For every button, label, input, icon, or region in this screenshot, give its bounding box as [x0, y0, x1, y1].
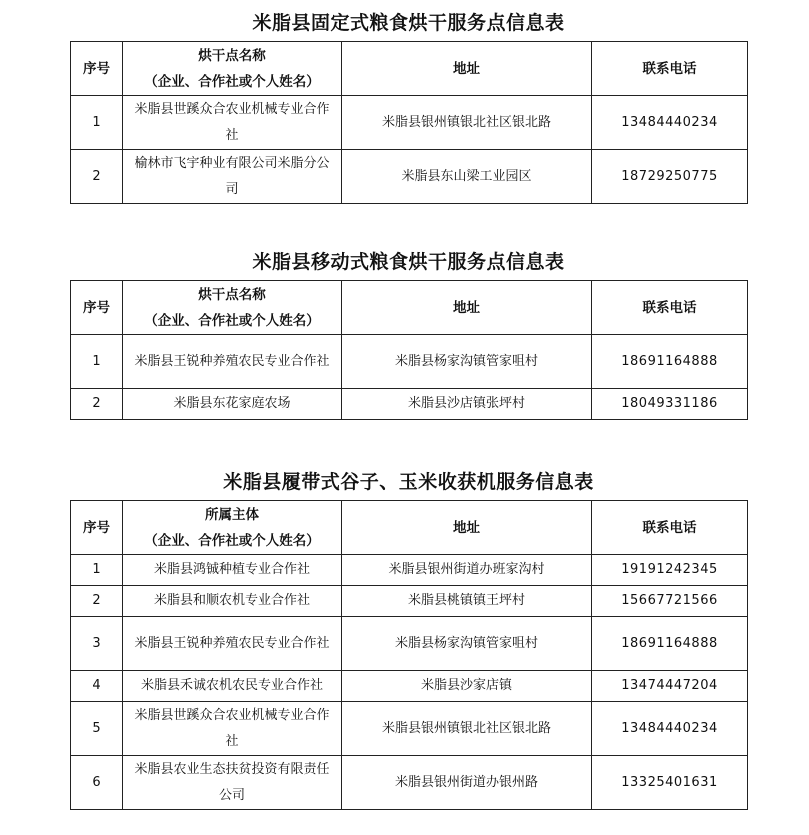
cell-name: 米脂县和顺农机专业合作社	[123, 586, 342, 617]
header-name-line2: （企业、合作社或个人姓名）	[144, 532, 320, 549]
table-row	[71, 756, 748, 810]
table-header-row	[71, 501, 748, 555]
header-address: 地址	[342, 281, 592, 335]
cell-name: 米脂县农业生态扶贫投资有限责任公司	[123, 756, 342, 810]
cell-name: 榆林市飞宇种业有限公司米脂分公司	[123, 150, 342, 204]
table-title: 米脂县移动式粮食烘干服务点信息表	[252, 251, 565, 273]
table-section-harvesters	[70, 467, 747, 810]
cell-address: 米脂县银州街道办班家沟村	[342, 555, 592, 586]
cell-name: 米脂县东花家庭农场	[123, 389, 342, 420]
cell-address: 米脂县沙家店镇	[342, 671, 592, 702]
cell-address: 米脂县东山梁工业园区	[342, 150, 592, 204]
header-name	[123, 42, 342, 96]
table-title: 米脂县固定式粮食烘干服务点信息表	[252, 12, 565, 34]
header-name-line1: 烘干点名称	[198, 286, 266, 303]
table-row	[71, 617, 748, 671]
cell-name: 米脂县王锐种养殖农民专业合作社	[123, 617, 342, 671]
cell-name: 米脂县禾诚农机农民专业合作社	[123, 671, 342, 702]
cell-seq: 3	[71, 617, 123, 671]
cell-seq: 4	[71, 671, 123, 702]
table-row	[71, 702, 748, 756]
table-row	[71, 150, 748, 204]
table-row	[71, 671, 748, 702]
table-section-fixed-dryers	[70, 8, 747, 204]
cell-name: 米脂县鸿铖种植专业合作社	[123, 555, 342, 586]
cell-address: 米脂县沙店镇张坪村	[342, 389, 592, 420]
cell-address: 米脂县银州镇银北社区银北路	[342, 96, 592, 150]
cell-seq: 2	[71, 150, 123, 204]
cell-address: 米脂县杨家沟镇管家咀村	[342, 335, 592, 389]
cell-address: 米脂县杨家沟镇管家咀村	[342, 617, 592, 671]
header-phone: 联系电话	[592, 501, 748, 555]
header-seq: 序号	[71, 42, 123, 96]
header-seq: 序号	[71, 281, 123, 335]
header-address: 地址	[342, 42, 592, 96]
cell-phone: 15667721566	[592, 586, 748, 617]
cell-phone: 13325401631	[592, 756, 748, 810]
table-row	[71, 335, 748, 389]
cell-address: 米脂县银州街道办银州路	[342, 756, 592, 810]
table-row	[71, 96, 748, 150]
cell-address: 米脂县桃镇镇王坪村	[342, 586, 592, 617]
cell-seq: 1	[71, 335, 123, 389]
table-header-row	[71, 42, 748, 96]
cell-phone: 13484440234	[592, 96, 748, 150]
header-name-line1: 烘干点名称	[198, 47, 266, 64]
cell-phone: 18691164888	[592, 335, 748, 389]
cell-address: 米脂县银州镇银北社区银北路	[342, 702, 592, 756]
cell-phone: 13484440234	[592, 702, 748, 756]
header-name-line1: 所属主体	[205, 506, 259, 523]
cell-phone: 18729250775	[592, 150, 748, 204]
header-name	[123, 501, 342, 555]
info-table	[70, 41, 748, 204]
cell-phone: 19191242345	[592, 555, 748, 586]
cell-seq: 2	[71, 586, 123, 617]
info-table	[70, 280, 748, 420]
cell-seq: 1	[71, 96, 123, 150]
header-address: 地址	[342, 501, 592, 555]
table-title: 米脂县履带式谷子、玉米收获机服务信息表	[223, 471, 594, 493]
header-name	[123, 281, 342, 335]
cell-seq: 2	[71, 389, 123, 420]
header-phone: 联系电话	[592, 42, 748, 96]
header-name-line2: （企业、合作社或个人姓名）	[144, 312, 320, 329]
cell-seq: 5	[71, 702, 123, 756]
cell-name: 米脂县世蹊众合农业机械专业合作社	[123, 702, 342, 756]
header-phone: 联系电话	[592, 281, 748, 335]
table-row	[71, 389, 748, 420]
header-name-line2: （企业、合作社或个人姓名）	[144, 73, 320, 90]
info-table	[70, 500, 748, 810]
table-header-row	[71, 281, 748, 335]
cell-phone: 18691164888	[592, 617, 748, 671]
cell-name: 米脂县世蹊众合农业机械专业合作社	[123, 96, 342, 150]
header-seq: 序号	[71, 501, 123, 555]
cell-name: 米脂县王锐种养殖农民专业合作社	[123, 335, 342, 389]
cell-phone: 18049331186	[592, 389, 748, 420]
table-section-mobile-dryers	[70, 247, 747, 420]
table-row	[71, 555, 748, 586]
cell-phone: 13474447204	[592, 671, 748, 702]
cell-seq: 6	[71, 756, 123, 810]
cell-seq: 1	[71, 555, 123, 586]
table-row	[71, 586, 748, 617]
